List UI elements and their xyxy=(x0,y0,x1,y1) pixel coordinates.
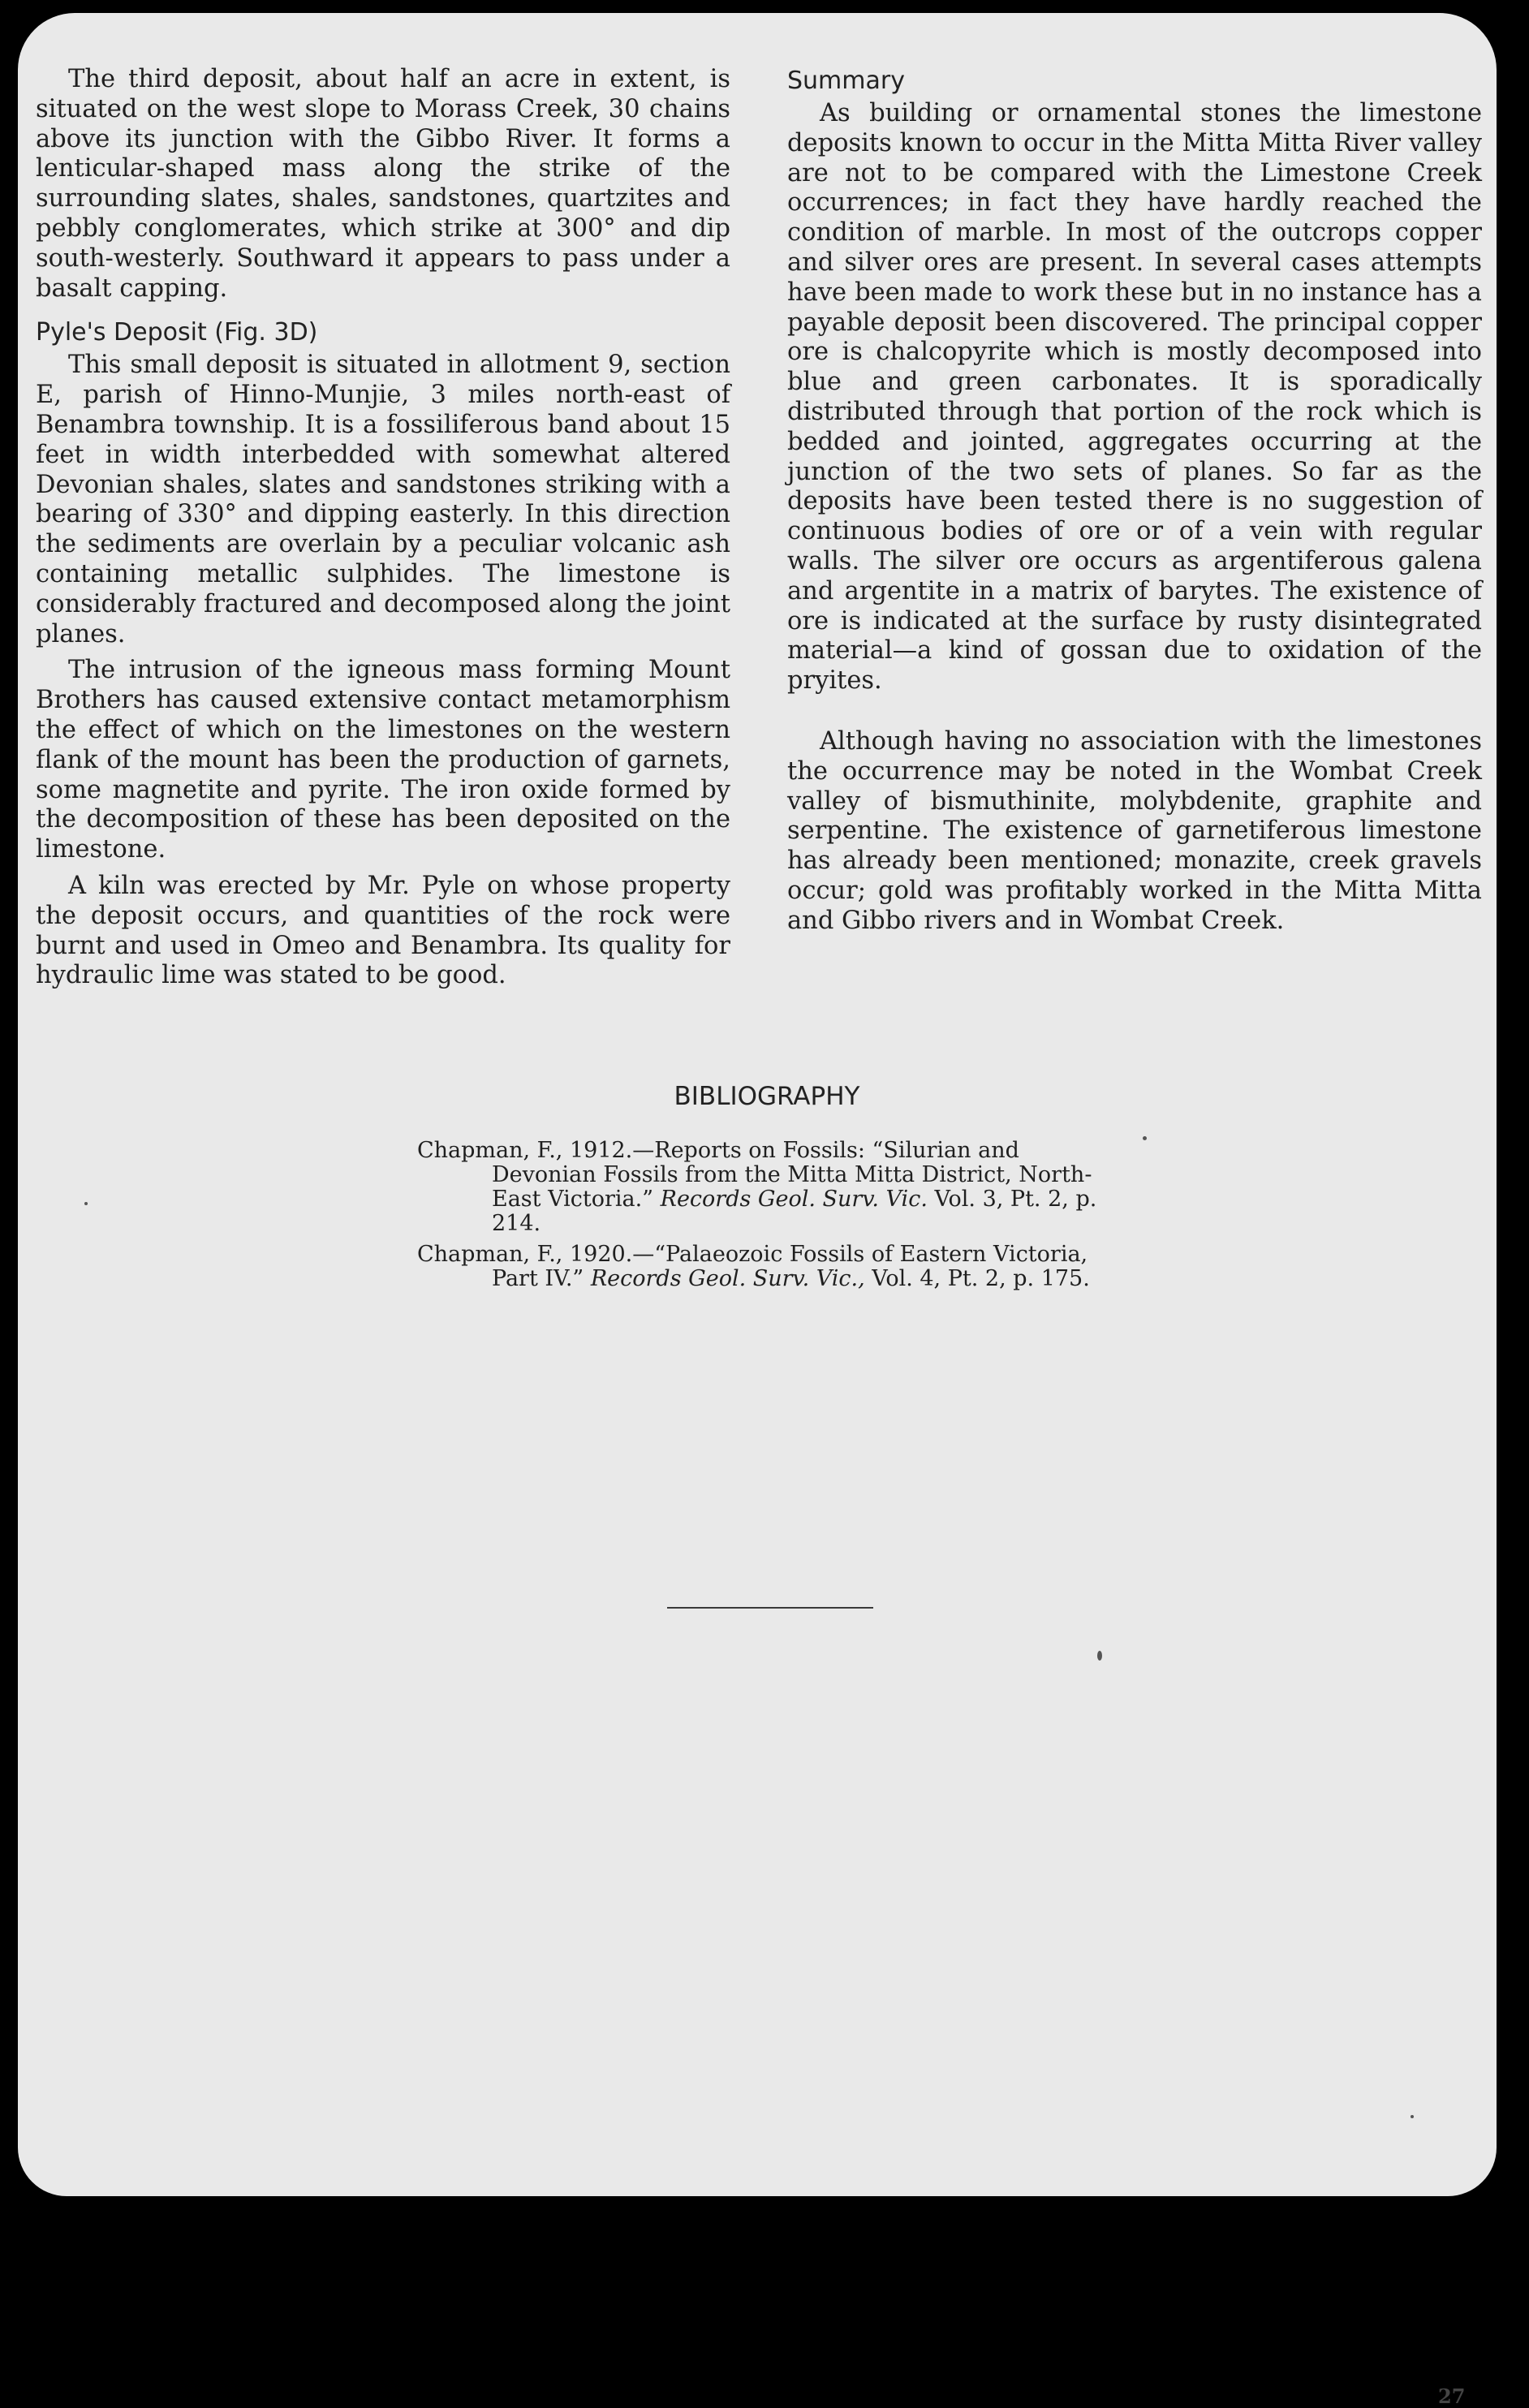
left-paragraph-3: The intrusion of the igneous mass forming Mount Brothers has caused extensive contact metamorphism the effect of which on the limestones on the western flank of the mount has been the production of garnets, some magnetite and pyrite. The iron oxide formed by the decomposition of these has been deposited on the limestone. xyxy=(36,656,730,864)
left-paragraph-1: The third deposit, about half an acre in extent, is situated on the west slope to Morass Creek, 30 chains above its junction with the Gibbo River. It forms a lenticular-shaped mass along the strike of the surrounding slates, shales, sandstones, quartzites and pebbly conglomerates, which strike at 300° and dip south-westerly. Southward it appears to pass under a basalt capping. xyxy=(36,65,730,303)
bibliography-entry-citation: Chapman, F., 1912.—Reports on Fossils: “Silurian and Devonian Fossils from the Mitta Mitta District, North-East Victoria.” xyxy=(417,1138,1092,1212)
left-paragraph-2: This small deposit is situated in allotment 9, section E, parish of Hinno-Munjie, 3 miles north-east of Benambra township. It is a fossiliferous band about 15 feet in width interbedded with somewhat altered Devonian shales, slates and sandstones striking with a bearing of 330° and dipping easterly. In this direction the sediments are overlain by a peculiar volcanic ash containing metallic sulphides. The limestone is considerably fractured and decomposed along the joint planes. xyxy=(36,351,730,648)
pyles-deposit-heading: Pyle's Deposit (Fig. 3D) xyxy=(36,318,318,347)
bibliography-title: BIBLIOGRAPHY xyxy=(674,1082,860,1111)
summary-paragraph-2: Although having no association with the limestones the occurrence may be noted in the Wombat Creek valley of bismuthinite, molybdenite, graphite and serpentine. The existence of garnetiferous limestone has already been mentioned; monazite, creek gravels occur; gold was profitably worked in the Mitta Mitta and Gibbo rivers and in Wombat Creek. xyxy=(787,726,1482,935)
dust-speck xyxy=(1097,1651,1102,1661)
bibliography-entry xyxy=(417,1139,1123,1236)
end-rule xyxy=(667,1607,873,1609)
dust-speck xyxy=(84,1202,88,1205)
right-column xyxy=(787,65,1482,937)
summary-paragraph-1: As building or ornamental stones the limestone deposits known to occur in the Mitta Mitta River valley are not to be compared with the Limestone Creek occurrences; in fact they have hardly reached the condition of marble. In most of the outcrops copper and silver ores are present. In several cases attempts have been made to work these but in no instance has a payable deposit been discovered. The principal copper ore is chalcopyrite which is mostly decomposed into blue and green carbonates. It is sporadically distributed through that portion of the rock which is bedded and jointed, aggregates occurring at the junction of the two sets of planes. So far as the deposits have been tested there is no suggestion of continuous bodies of ore or of a vein with regular walls. The silver ore occurs as argentiferous galena and argentite in a matrix of barytes. The existence of ore is indicated at the surface by rusty disintegrated material—a kind of gossan due to oxidation of the pryites. xyxy=(787,99,1482,696)
bibliography-entry-volume: Vol. 3, Pt. 2, p. 214. xyxy=(492,1187,1097,1236)
left-paragraph-4: A kiln was erected by Mr. Pyle on whose property the deposit occurs, and quantities of the rock were burnt and used in Omeo and Benambra. Its quality for hydraulic lime was stated to be good. xyxy=(36,871,730,990)
dust-speck xyxy=(1143,1136,1147,1140)
bibliography-entry-journal: Records Geol. Surv. Vic., xyxy=(590,1266,865,1291)
scanned-slide xyxy=(18,13,1497,2408)
bibliography-entry-volume: Vol. 4, Pt. 2, p. 175. xyxy=(872,1266,1090,1291)
bibliography-entry-citation: Chapman, F., 1920.—“Palaeozoic Fossils of Eastern Victoria, Part IV.” xyxy=(417,1242,1088,1291)
bibliography-entry xyxy=(417,1243,1123,1291)
summary-heading: Summary xyxy=(787,67,905,95)
document-page xyxy=(18,13,1497,2408)
bibliography-list xyxy=(417,1139,1123,1298)
page-number: 27 xyxy=(1438,2384,1466,2408)
left-column xyxy=(36,65,730,991)
dust-speck xyxy=(1411,2115,1414,2118)
bibliography-entry-journal: Records Geol. Surv. Vic. xyxy=(660,1187,928,1212)
